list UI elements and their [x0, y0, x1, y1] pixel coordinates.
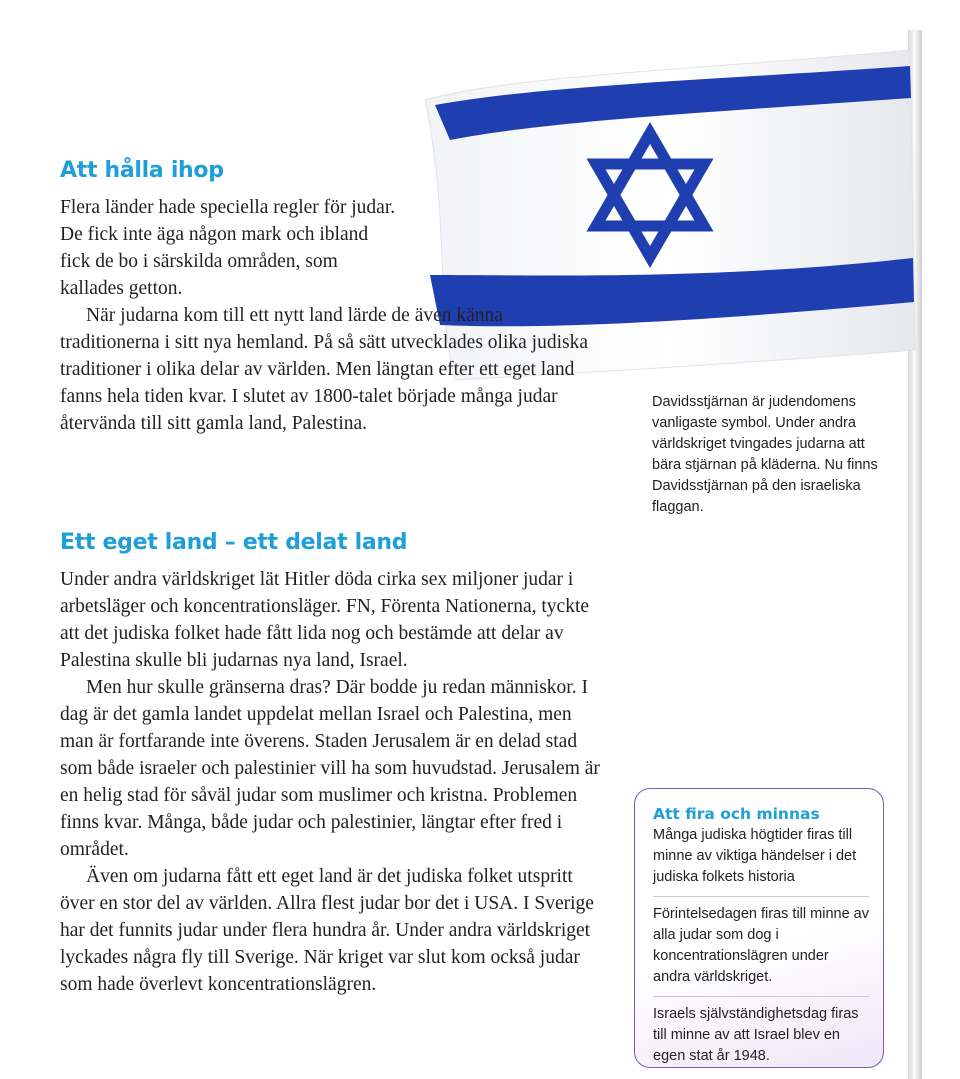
section1-paragraph-1: Flera länder hade speciella regler för judar. De fick inte äga någon mark och ibland fick de bo i särskilda områden, som kallades getton.	[60, 197, 396, 299]
infobox-heading: Att fira och minnas	[653, 805, 820, 823]
section2-paragraph-1: Under andra världskriget lät Hitler döda cirka sex miljoner judar i arbetsläger och koncentrationsläger. FN, Förenta Nationerna, tyckte att det judiska folket hade fått lida nog och bestämde att delar av Palestina skulle bli judarnas nya land, Israel.	[60, 569, 590, 671]
section1-text-wide	[60, 302, 600, 437]
section2-paragraph-3: Även om judarna fått ett eget land är det judiska folket utspritt över en stor del av världen. Allra flest judar bor det i USA. I Sverige har det funnits judar under flera hundra år. Under andra världskriget lyckades några fly till Sverige. När kriget var slut kom också judar som hade överlevt koncentrationslägren.	[60, 866, 594, 995]
section2-heading: Ett eget land – ett delat land	[60, 530, 408, 555]
section1-text-narrow	[60, 194, 400, 302]
infobox-item-1: Många judiska högtider firas till minne av viktiga händelser i det judiska folkets historia	[653, 827, 857, 885]
section1-paragraph-2: När judarna kom till ett nytt land lärde de även känna traditionerna i sitt nya hemland. På så sätt utvecklades olika judiska traditioner i olika delar av världen. Men längtan efter ett eget land fanns hela tiden kvar. I slutet av 1800-talet började många judar återvända till sitt gamla land, Palestina.	[60, 305, 588, 434]
infobox-divider	[653, 896, 869, 897]
infobox	[634, 788, 884, 1068]
infobox-item-3: Israels självständighetsdag firas till minne av att Israel blev en egen stat år 1948.	[653, 1006, 859, 1064]
infobox-item-2: Förintelsedagen firas till minne av alla judar som dog i koncentrationslägren under andra världskriget.	[653, 906, 869, 985]
section2-paragraph-2: Men hur skulle gränserna dras? Där bodde ju redan människor. I dag är det gamla landet uppdelat mellan Israel och Palestina, men man är fortfarande inte överens. Staden Jerusalem är en delad stad som både israeler och palestinier vill ha som huvudstad. Jerusalem är en helig stad för såväl judar som muslimer och kristna. Problemen finns kvar. Många, både judar och palestinier, längtar efter fred i området.	[60, 677, 600, 860]
infobox-divider	[653, 996, 869, 997]
section2-text	[60, 566, 600, 998]
flag-caption: Davidsstjärnan är judendomens vanligaste symbol. Under andra världskriget tvingades judarna att bära stjärnan på kläderna. Nu finns Davidsstjärnan på den israeliska flaggan.	[652, 394, 878, 515]
section1-heading: Att hålla ihop	[60, 158, 224, 183]
